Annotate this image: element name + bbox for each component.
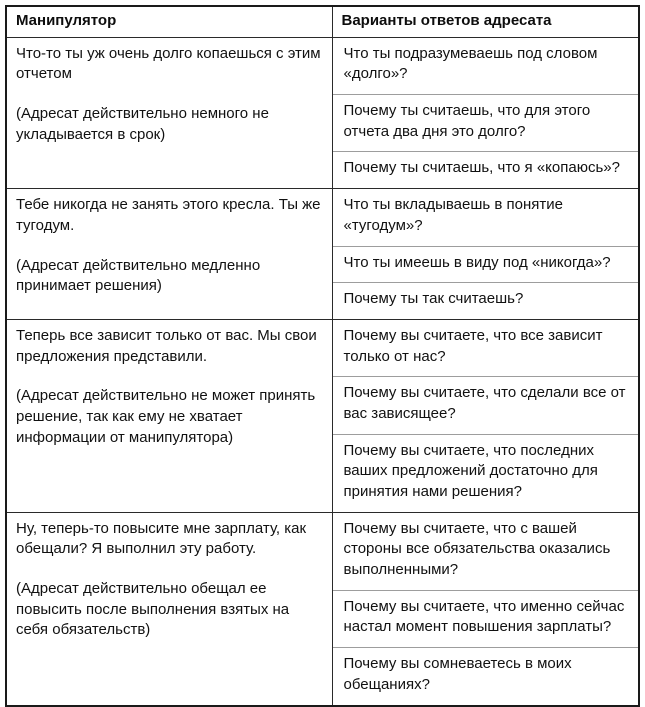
manipulator-statement: Что-то ты уж очень долго копаешься с этим отчетом: [16, 44, 321, 83]
manipulator-statement: Тебе никогда не занять этого кресла. Ты же тугодум.: [16, 196, 321, 234]
manipulator-cell: [6, 512, 332, 705]
response-cell: Что ты имеешь в виду под «никогда»?: [332, 246, 639, 283]
header-row: [6, 6, 639, 37]
response-cell: Что ты подразумеваешь под словом «долго»?: [332, 37, 639, 94]
manipulator-note: (Адресат действительно медленно принимает решения): [16, 256, 261, 295]
response-cell: Почему вы считаете, что с вашей стороны все обязательства оказались выполненными?: [332, 512, 639, 590]
table-row: [6, 37, 639, 94]
manipulator-cell: [6, 319, 332, 512]
response-cell: Почему вы считаете, что именно сейчас настал момент повышения зарплаты?: [332, 590, 639, 647]
header-responses: Варианты ответов адресата: [332, 6, 639, 37]
manipulator-statement: Ну, теперь-то повысите мне зарплату, как обещали? Я выполнил эту работу.: [16, 519, 307, 558]
manipulator-cell: [6, 189, 332, 320]
manipulator-statement: Теперь все зависит только от вас. Мы свои предложения представили.: [16, 326, 317, 365]
table-row: [6, 319, 639, 376]
table-row: [6, 512, 639, 590]
header-manipulator: Манипулятор: [6, 6, 332, 37]
response-cell: Почему вы считаете, что последних ваших предложений достаточно для принятия нами решения?: [332, 434, 639, 512]
manipulator-note: (Адресат действительно не может принять решение, так как ему не хватает информации от манипулятора): [16, 387, 316, 446]
response-cell: Что ты вкладываешь в понятие «тугодум»?: [332, 189, 639, 246]
response-cell: Почему ты так считаешь?: [332, 283, 639, 320]
manipulation-responses-table: [5, 5, 640, 707]
table-body: [6, 37, 639, 705]
manipulator-cell: [6, 37, 332, 188]
table-header: [6, 6, 639, 37]
response-cell: Почему вы считаете, что все зависит только от нас?: [332, 319, 639, 376]
response-cell: Почему ты считаешь, что я «копаюсь»?: [332, 152, 639, 189]
response-cell: Почему вы сомневаетесь в моих обещаниях?: [332, 648, 639, 706]
manipulator-note: (Адресат действительно обещал ее повысить после выполнения взятых на себя обязательств): [16, 580, 290, 639]
table-row: [6, 189, 639, 246]
response-cell: Почему вы считаете, что сделали все от вас зависящее?: [332, 377, 639, 434]
response-cell: Почему ты считаешь, что для этого отчета два дня это долго?: [332, 95, 639, 152]
manipulator-note: (Адресат действительно немного не укладывается в срок): [16, 105, 269, 143]
